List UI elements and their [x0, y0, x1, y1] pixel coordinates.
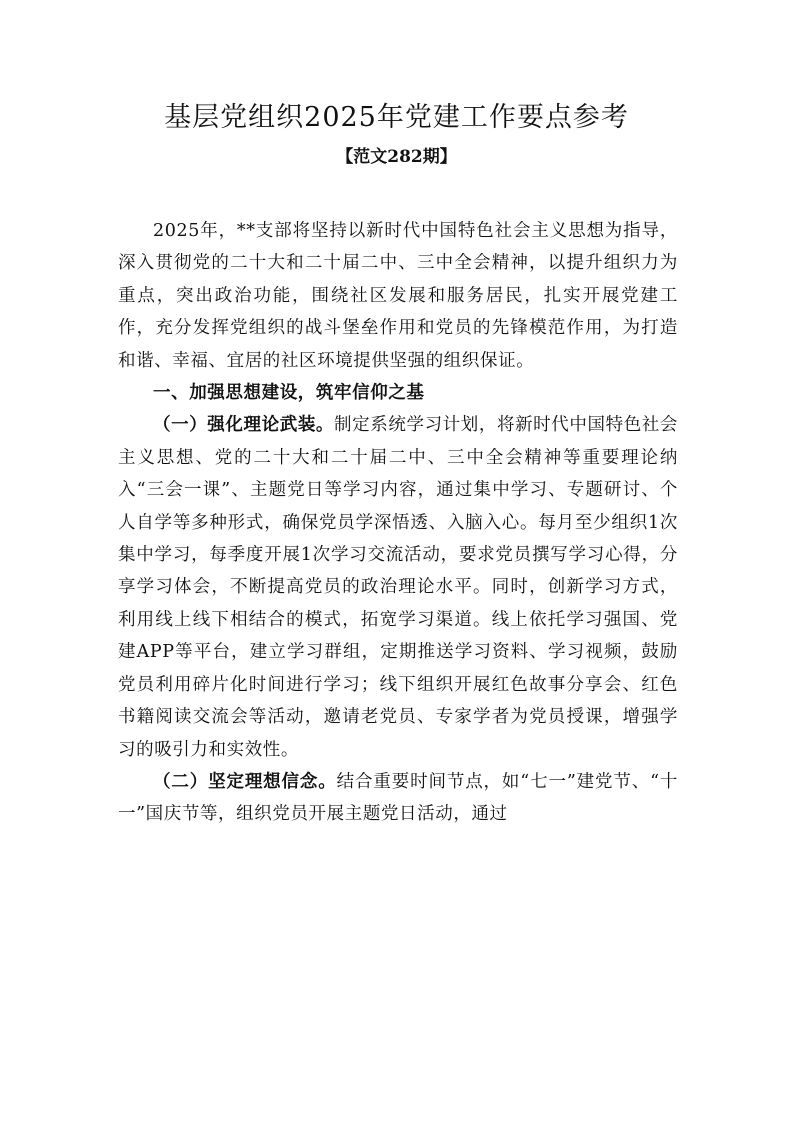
item-2-label: （二）坚定理想信念。 — [153, 771, 337, 792]
document-subtitle: 【范文282期】 — [336, 147, 457, 167]
paragraph-item-1 — [118, 409, 678, 765]
document-title: 基层党组织2025年党建工作要点参考 — [164, 102, 629, 133]
intro-paragraph: 2025年，**支部将坚持以新时代中国特色社会主义思想为指导，深入贯彻党的二十大和二十届二中、三中全会精神，以提升组织力为重点，突出政治功能，围绕社区发展和服务居民，扎实开展党建工作，充分发挥党组织的战斗堡垒作用和党员的先锋模范作用，为打造和谐、幸福、宜居的社区环境提供坚强的组织保证。 — [118, 221, 678, 371]
section-heading-1: 一、加强思想建设，筑牢信仰之基 — [153, 383, 425, 404]
document-body — [118, 215, 678, 831]
paragraph-item-2 — [118, 766, 678, 831]
item-2-text: 结合重要时间节点，如“七一”建党节、“十一”国庆节等，组织党员开展主题党日活动，通过 — [118, 771, 678, 825]
item-1-label: （一）强化理论武装。 — [153, 415, 335, 436]
item-1-text: 制定系统学习计划，将新时代中国特色社会主义思想、党的二十大和二十届二中、三中全会精神等重要理论纳入“三会一课”、主题党日等学习内容，通过集中学习、专题研讨、个人自学等多种形式，确保党员学深悟透、入脑入心。每月至少组织1次集中学习，每季度开展1次学习交流活动，要求党员撰写学习心得，分享学习体会，不断提高党员的政治理论水平。同时，创新学习方式，利用线上线下相结合的模式，拓宽学习渠道。线上依托学习强国、党建APP等平台，建立学习群组，定期推送学习资料、学习视频，鼓励党员利用碎片化时间进行学习；线下组织开展红色故事分享会、红色书籍阅读交流会等活动，邀请老党员、专家学者为党员授课，增强学习的吸引力和实效性。 — [118, 415, 679, 760]
